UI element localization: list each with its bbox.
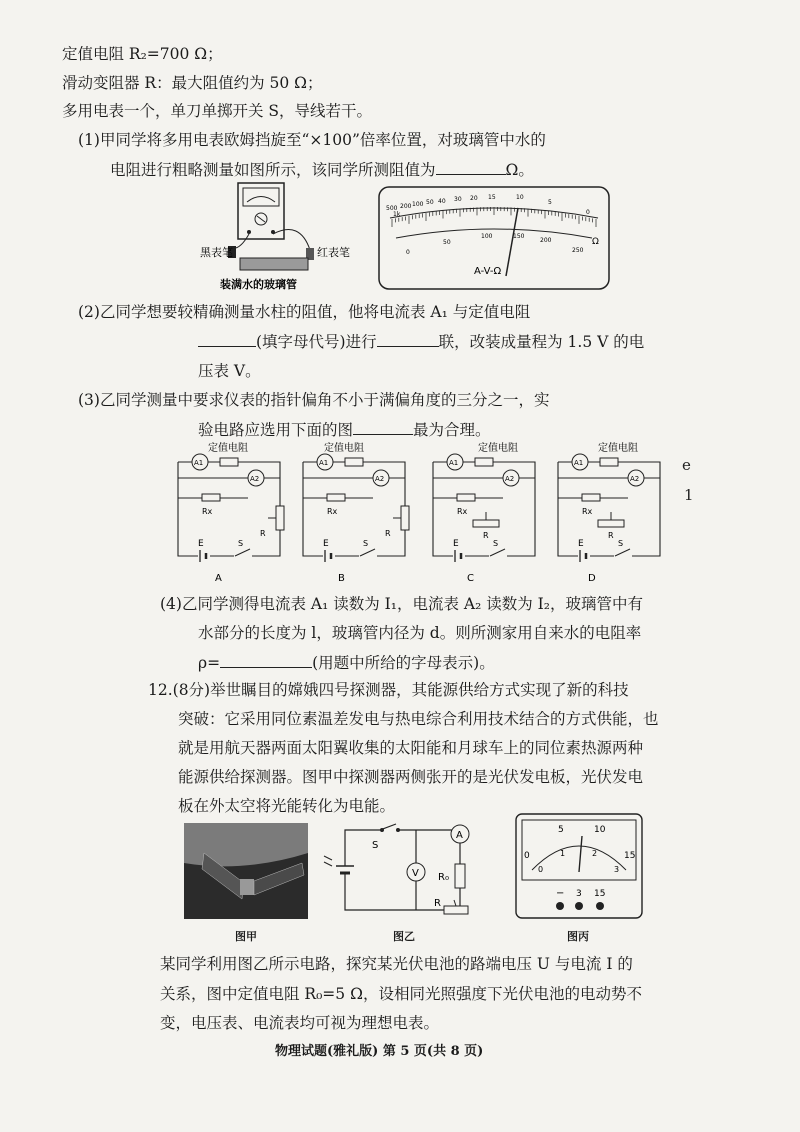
pv-circuit [320, 820, 500, 922]
probe-body [240, 879, 254, 895]
circuit-b-rx-label: Rx [327, 507, 338, 516]
circuit-a-a2-label: A2 [250, 475, 260, 483]
dial-top-5: 5 [558, 825, 564, 835]
circuit-diagrams [160, 438, 680, 588]
tube-label: 装满水的玻璃管 [220, 278, 297, 291]
text-line-q2c: 压表 V。 [198, 362, 261, 380]
q2b-suffix: 联，改装成量程为 1.5 V 的电 [438, 333, 645, 351]
ohm-tick-200: 200 [400, 203, 412, 210]
circuit-d-a2-label: A2 [630, 475, 640, 483]
ohm-tick-5: 5 [548, 199, 552, 206]
caption-fig-bing: 图丙 [567, 930, 589, 943]
black-probe-label: 黑表笔 [200, 246, 233, 259]
text-line-p1: 某同学利用图乙所示电路，探究某光伏电池的路端电压 U 与电流 I 的 [160, 955, 633, 973]
circuit-c-r-label: R [483, 531, 489, 540]
q2b-mid: (填字母代号)进行 [256, 333, 377, 351]
circuit-b-e-label: E [323, 539, 329, 549]
terminal-minus [556, 902, 564, 910]
dial-left-0: 0 [524, 851, 530, 861]
linear-tick-50: 50 [443, 239, 451, 246]
terminal-3 [575, 902, 583, 910]
circuit-c-s-label: S [493, 539, 499, 548]
ohm-tick-10: 10 [516, 194, 524, 201]
ohm-tick-0: 0 [586, 209, 590, 216]
circuit-c-rx-label: Rx [457, 507, 468, 516]
q1b-suffix: Ω。 [505, 161, 534, 179]
circuit-b-a2-label: A2 [375, 475, 385, 483]
text-line-q1b [110, 158, 534, 181]
text-line-q3a: (3)乙同学测量中要求仪表的指针偏角不小于满偏角度的三分之一，实 [78, 391, 550, 409]
circuit-c-e-label: E [453, 539, 459, 549]
circuit-a-rx [202, 494, 220, 501]
pv-rheostat-label: R [434, 898, 441, 909]
pv-r0 [455, 864, 465, 888]
pv-r0-label: R₀ [438, 872, 449, 883]
needle [506, 208, 518, 276]
ohm-tick-20: 20 [470, 195, 478, 202]
linear-tick-250: 250 [572, 247, 584, 254]
circuit-c-fixed-resistor [475, 458, 493, 466]
multimeter-body [238, 183, 284, 239]
terminal-15 [596, 902, 604, 910]
circuit-a-a1-label: A1 [194, 459, 204, 467]
circuit-a-e-label: E [198, 539, 204, 549]
circuit-a-fixed-resistor [220, 458, 238, 466]
ohmmeter-scale-figure [378, 186, 610, 290]
circuit-b-rx [327, 494, 345, 501]
circuit-b-r-label: R [385, 529, 391, 538]
circuit-d-rheostat [598, 520, 624, 527]
voltmeter-dial [514, 812, 644, 922]
scale-label: A-V-Ω [474, 266, 502, 277]
answer-blank-q3[interactable] [353, 418, 413, 435]
circuit-d-rx-label: Rx [582, 507, 593, 516]
dial-inner-0: 0 [538, 865, 544, 874]
circuit-c-a2-label: A2 [505, 475, 515, 483]
text-line-q12e: 板在外太空将光能转化为电能。 [178, 797, 396, 815]
pv-ammeter-label: A [456, 830, 463, 841]
circuit-d-fixed-label: 定值电阻 [598, 443, 638, 454]
circuit-label-b: B [338, 573, 345, 584]
circuit-d-switch-gap [614, 552, 632, 560]
circuit-layer [178, 454, 660, 562]
text-line-q4a: (4)乙同学测得电流表 A₁ 读数为 I₁，电流表 A₂ 读数为 I₂，玻璃管中有 [160, 595, 644, 613]
text-line-q12b: 突破：它采用同位素温差发电与热电综合利用技术结合的方式供能，也 [178, 710, 659, 728]
terminal-minus-label: − [556, 888, 565, 899]
multimeter-arc [247, 197, 275, 203]
circuit-d-loop [558, 462, 660, 556]
text-line-resistor-r2: 定值电阻 R₂=700 Ω； [62, 45, 223, 63]
text-line-p2: 关系，图中定值电阻 R₀=5 Ω，设相同光照强度下光伏电池的电动势不 [160, 985, 642, 1003]
ohm-tick-30: 30 [454, 196, 462, 203]
page-footer: 物理试题(雅礼版) 第 5 页(共 8 页) [275, 1044, 484, 1059]
circuit-c-rheostat [473, 520, 499, 527]
text-line-q1a: (1)甲同学将多用电表欧姆挡旋至“×100”倍率位置，对玻璃管中水的 [78, 131, 546, 149]
dial-top-10: 10 [594, 825, 606, 835]
red-probe-wire [273, 230, 310, 250]
circuit-c-loop [433, 462, 535, 556]
circuit-b-a1-label: A1 [319, 459, 329, 467]
dial-inner-2: 2 [592, 849, 598, 858]
terminal-3-label: 3 [576, 889, 582, 899]
circuit-a-rx-label: Rx [202, 507, 213, 516]
scale-ticks [392, 207, 596, 227]
text-line-q12a: 12.(8分)举世瞩目的嫦娥四号探测器，其能源供给方式实现了新的科技 [148, 681, 629, 699]
ohm-tick-40: 40 [438, 198, 446, 205]
circuit-a-r-label: R [260, 529, 266, 538]
caption-fig-jia: 图甲 [235, 930, 257, 943]
glass-tube [240, 258, 308, 270]
text-line-q4c [198, 651, 495, 674]
circuit-b-s-label: S [363, 539, 369, 548]
circuit-a-switch-gap [234, 552, 252, 560]
circuit-d-fixed-resistor [600, 458, 618, 466]
linear-tick-0: 0 [406, 249, 410, 256]
multimeter-figure [200, 180, 370, 300]
ohm-tick-100: 100 [412, 201, 424, 208]
linear-tick-150: 150 [513, 233, 525, 240]
margin-mark-1: 1 [684, 486, 694, 504]
circuit-d-s-label: S [618, 539, 624, 548]
pv-outer-loop [345, 830, 460, 910]
circuit-label-a: A [215, 573, 222, 584]
circuit-c-fixed-label: 定值电阻 [478, 443, 518, 454]
circuit-b-loop [303, 462, 405, 556]
margin-mark-e: e [682, 456, 691, 474]
circuit-b-fixed-label: 定值电阻 [324, 443, 364, 454]
circuit-label-d: D [588, 573, 596, 584]
q4c-suffix: (用题中所给的字母表示)。 [312, 654, 495, 672]
text-line-multimeter: 多用电表一个，单刀单掷开关 S，导线若干。 [62, 102, 373, 120]
pv-rheostat-slider [454, 900, 456, 906]
circuit-b-rheostat [401, 506, 409, 530]
ohm-tick-15: 15 [488, 194, 496, 201]
text-line-rheostat: 滑动变阻器 R：最大阻值约为 50 Ω； [62, 74, 323, 92]
circuit-a-rheostat [276, 506, 284, 530]
circuit-a-loop [178, 462, 280, 556]
omega-symbol: Ω [592, 237, 599, 247]
text-line-q4b: 水部分的长度为 l，玻璃管内径为 d。则所测家用自来水的电阻率 [198, 624, 642, 642]
circuit-d-rx [582, 494, 600, 501]
circuit-c-a1-label: A1 [449, 459, 459, 467]
answer-blank-q1[interactable] [436, 158, 506, 175]
circuit-b-fixed-resistor [345, 458, 363, 466]
circuit-label-c: C [467, 573, 474, 584]
q1b-prefix: 电阻进行粗略测量如图所示，该同学所测阻值为 [110, 161, 436, 179]
q3b-suffix: 最为合理。 [413, 421, 491, 439]
circuit-b-switch-gap [359, 552, 377, 560]
pv-rheostat [444, 906, 468, 914]
answer-blank-q2-connection[interactable] [377, 330, 439, 347]
dial-right-15: 15 [624, 851, 636, 861]
linear-tick-200: 200 [540, 237, 552, 244]
circuit-c-switch-gap [489, 552, 507, 560]
answer-blank-q4[interactable] [220, 651, 312, 668]
linear-arc [396, 229, 592, 238]
q4c-prefix: ρ= [198, 654, 221, 672]
text-line-q2b [198, 330, 644, 353]
circuit-d-e-label: E [578, 539, 584, 549]
ohm-tick-50: 50 [426, 199, 434, 206]
pv-switch-label: S [372, 840, 379, 851]
dial-inner-3: 3 [614, 865, 620, 874]
terminal-15-label: 15 [594, 889, 606, 899]
dial-needle [579, 836, 582, 872]
text-line-q2a: (2)乙同学想要较精确测量水柱的阻值，他将电流表 A₁ 与定值电阻 [78, 303, 531, 321]
linear-tick-100: 100 [481, 233, 493, 240]
circuit-d-a1-label: A1 [574, 459, 584, 467]
text-line-p3: 变，电压表、电流表均可视为理想电表。 [160, 1014, 440, 1032]
circuit-a-s-label: S [238, 539, 244, 548]
answer-blank-q2-resistor[interactable] [198, 330, 256, 347]
ohm-tick-1k: 1k [393, 211, 401, 218]
circuit-a-fixed-label: 定值电阻 [208, 443, 248, 454]
circuit-c-rx [457, 494, 475, 501]
text-line-q12c: 就是用航天器两面太阳翼收集的太阳能和月球车上的同位素热源两种 [178, 739, 644, 757]
dial-inner-1: 1 [560, 849, 566, 858]
red-probe-label: 红表笔 [317, 246, 350, 259]
circuit-d-r-label: R [608, 531, 614, 540]
q3b-prefix: 验电路应选用下面的图 [198, 421, 354, 439]
caption-fig-yi: 图乙 [393, 930, 415, 943]
ohm-tick-500: 500 [386, 205, 398, 212]
text-line-q12d: 能源供给探测器。图甲中探测器两侧张开的是光伏发电板，光伏发电 [178, 768, 644, 786]
light-rays [324, 856, 332, 866]
pv-voltmeter-label: V [412, 868, 419, 879]
probe-photo [184, 823, 308, 919]
